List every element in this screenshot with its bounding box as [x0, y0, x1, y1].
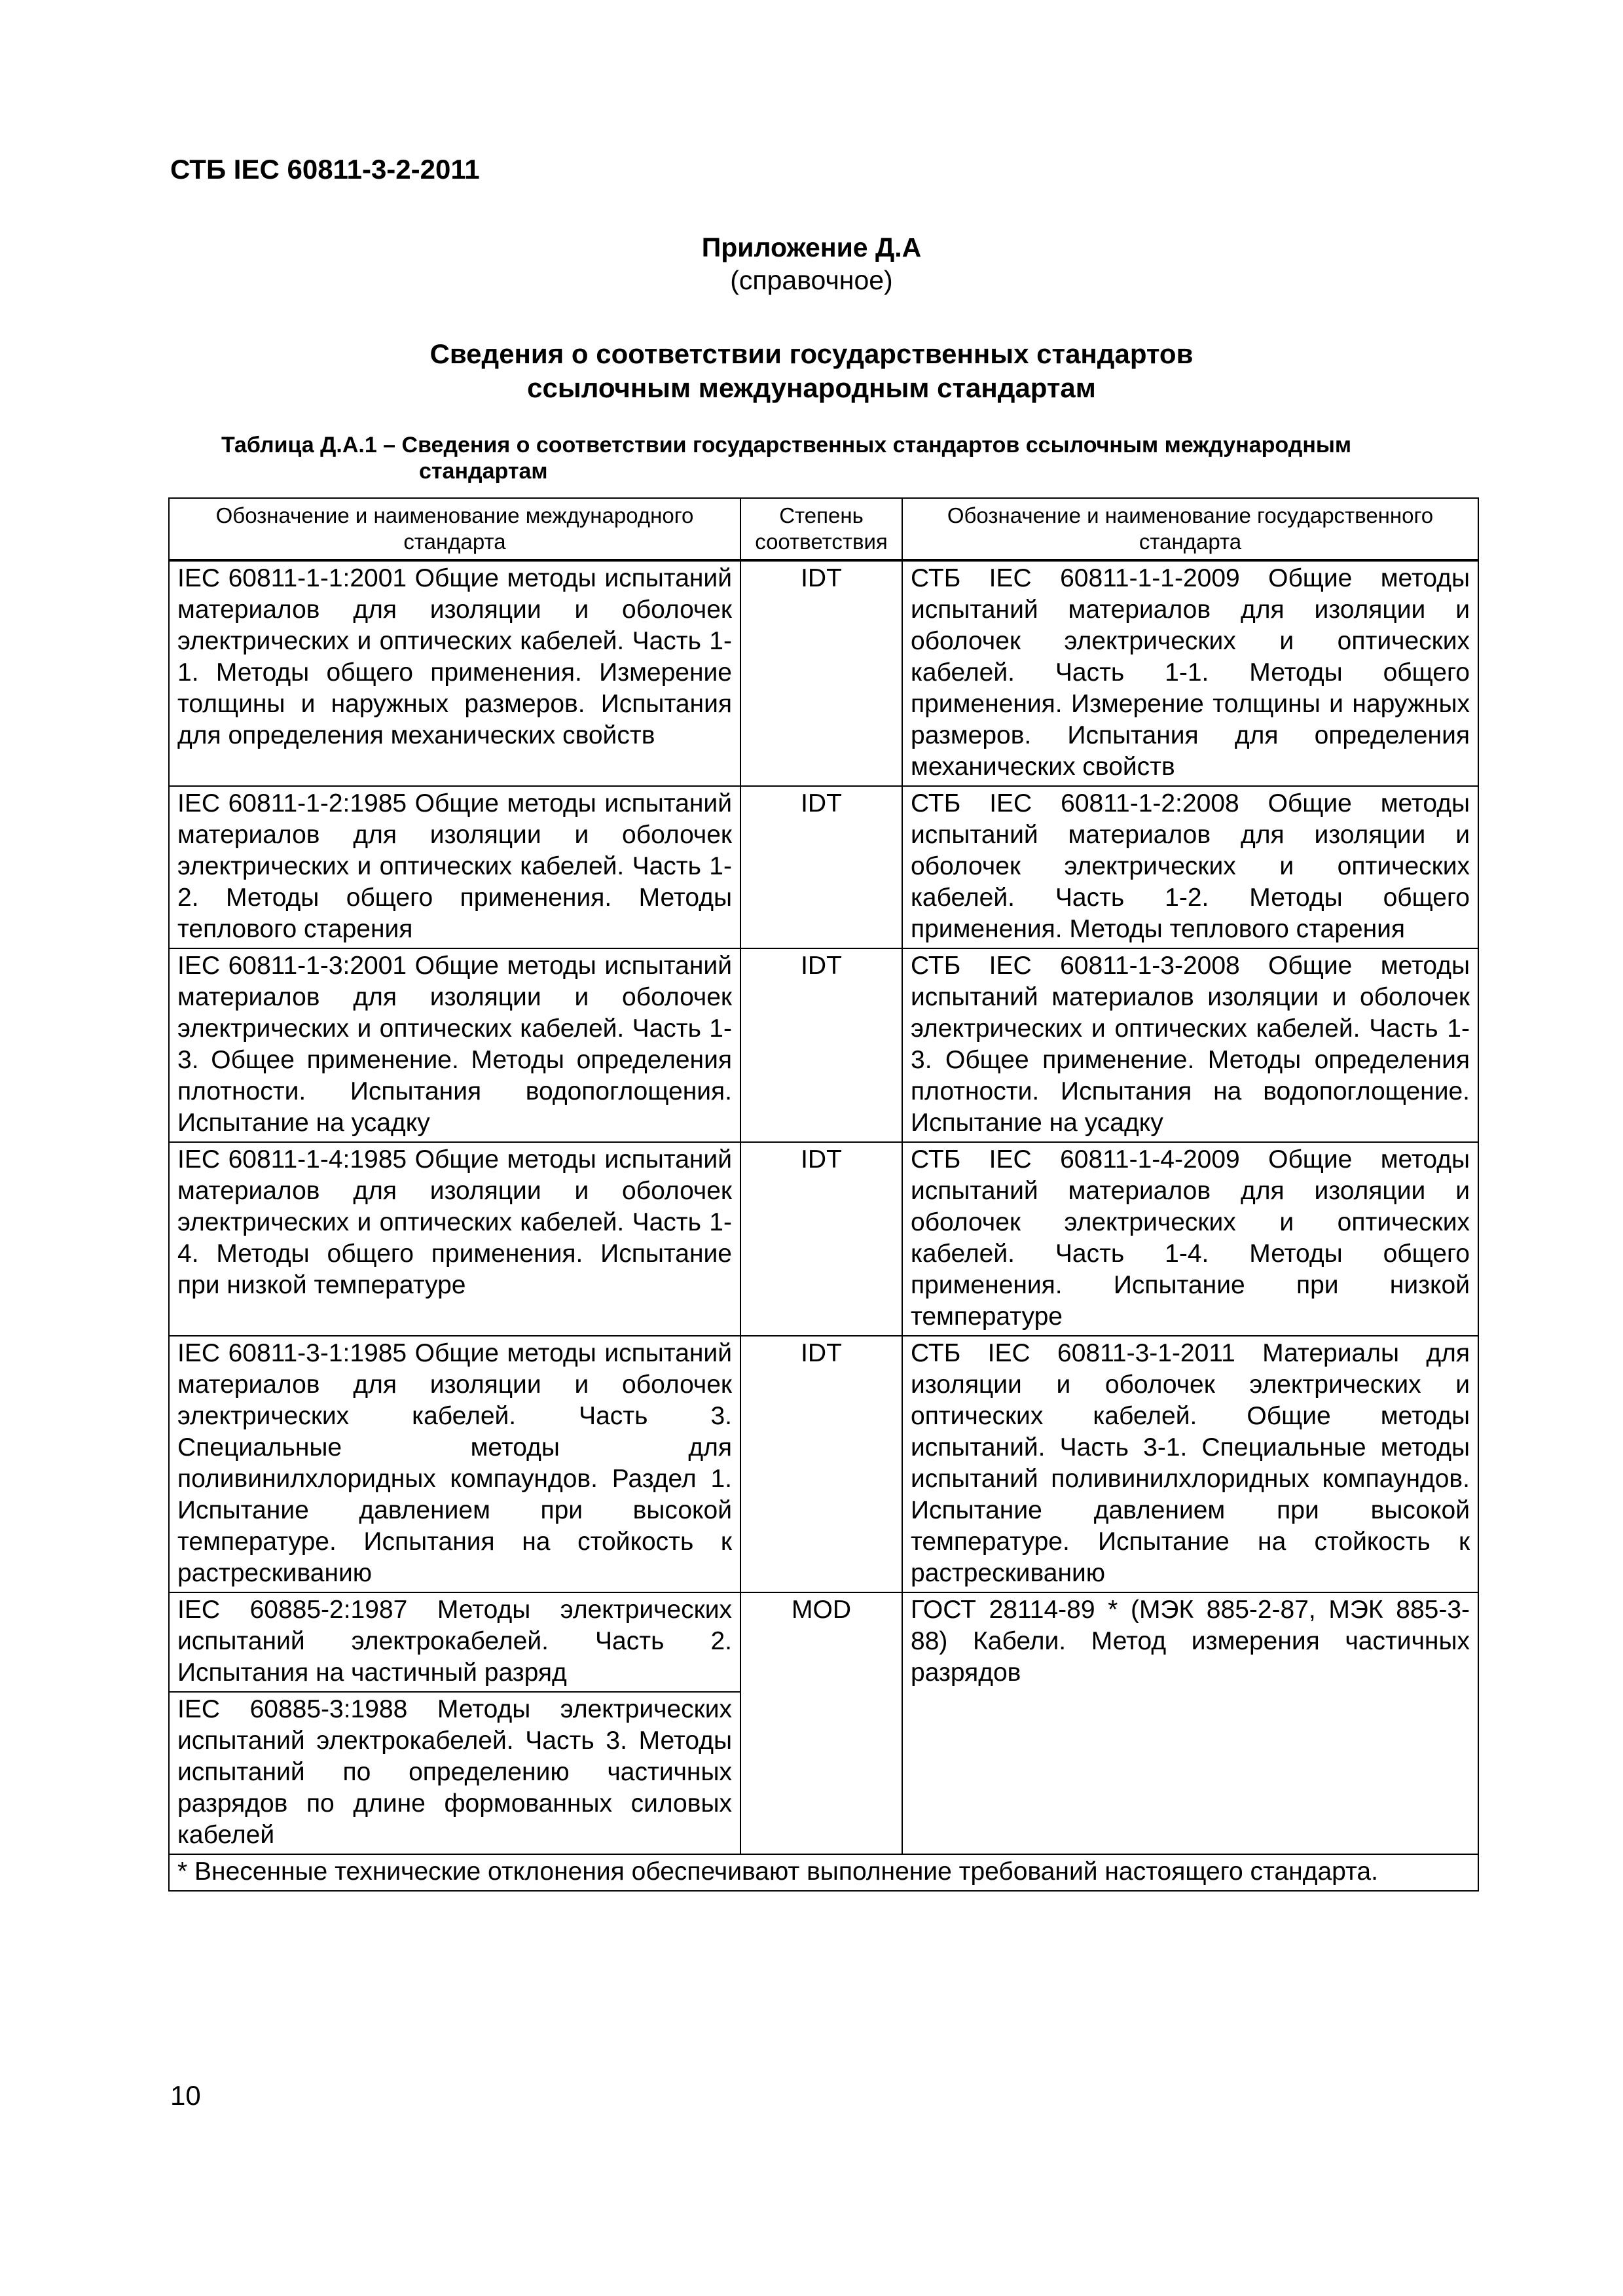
- national-standard-cell: СТБ IEC 60811-1-2:2008 Общие методы испытаний материалов для изоляции и оболочек электрических и оптических кабелей. Часть 1-2. Методы общего применения. Методы теплового старения: [902, 786, 1478, 948]
- header-degree-of-correspondence: Степень соответствия: [740, 498, 902, 560]
- national-standard-cell: СТБ IEC 60811-1-1-2009 Общие методы испытаний материалов для изоляции и оболочек электрических и оптических кабелей. Часть 1-1. Методы общего применения. Измерение толщины и наружных размеров. Испытания для определения механических свойств: [902, 560, 1478, 786]
- annex-heading-line-2: ссылочным международным стандартам: [527, 372, 1096, 403]
- table-row: [169, 560, 1478, 786]
- international-standard-cell: IEC 60885-3:1988 Методы электрических испытаний электрокабелей. Часть 3. Методы испытаний по определению частичных разрядов по длине формованных силовых кабелей: [169, 1692, 740, 1854]
- annex-subtitle: (справочное): [730, 265, 893, 295]
- national-standard-cell: СТБ IEC 60811-1-3-2008 Общие методы испытаний материалов изоляции и оболочек электрических и оптических кабелей. Часть 1-3. Общее применение. Методы определения плотности. Испытания на водопоглощение. Испытание на усадку: [902, 948, 1478, 1142]
- international-standard-cell: IEC 60811-1-1:2001 Общие методы испытаний материалов для изоляции и оболочек электрических и оптических кабелей. Часть 1-1. Методы общего применения. Измерение толщины и наружных размеров. Испытания для определения механических свойств: [169, 560, 740, 786]
- international-standard-cell: IEC 60811-1-4:1985 Общие методы испытаний материалов для изоляции и оболочек электрических и оптических кабелей. Часть 1-4. Методы общего применения. Испытание при низкой температуре: [169, 1142, 740, 1336]
- international-standard-cell: IEC 60885-2:1987 Методы электрических испытаний электрокабелей. Часть 2. Испытания на частичный разряд: [169, 1592, 740, 1692]
- annex-title: Приложение Д.А: [701, 232, 922, 262]
- header-national-standard: Обозначение и наименование государственного стандарта: [902, 498, 1478, 560]
- annex-heading-line-1: Сведения о соответствии государственных стандартов: [429, 338, 1194, 369]
- national-standard-cell: СТБ IEC 60811-3-1-2011 Материалы для изоляции и оболочек электрических и оптических кабелей. Общие методы испытаний. Часть 3-1. Специальные методы испытаний поливинилхлоридных компаундов. Испытание давлением при высокой температуре. Испытание на стойкость к растрескиванию: [902, 1336, 1478, 1592]
- table-header-row: [169, 498, 1478, 560]
- table-caption-line-2: стандартам: [419, 459, 548, 484]
- degree-cell: MOD: [740, 1592, 902, 1854]
- table-caption: [221, 432, 1478, 484]
- degree-cell: IDT: [740, 1142, 902, 1336]
- national-standard-cell: ГОСТ 28114-89 * (МЭК 885-2-87, МЭК 885-3-88) Кабели. Метод измерения частичных разрядов: [902, 1592, 1478, 1854]
- international-standard-cell: IEC 60811-1-2:1985 Общие методы испытаний материалов для изоляции и оболочек электрических и оптических кабелей. Часть 1-2. Методы общего применения. Методы теплового старения: [169, 786, 740, 948]
- degree-cell: IDT: [740, 948, 902, 1142]
- table-row: [169, 786, 1478, 948]
- national-standard-cell: СТБ IEC 60811-1-4-2009 Общие методы испытаний материалов для изоляции и оболочек электрических и оптических кабелей. Часть 1-4. Методы общего применения. Испытание при низкой температуре: [902, 1142, 1478, 1336]
- international-standard-cell: IEC 60811-3-1:1985 Общие методы испытаний материалов для изоляции и оболочек электрических кабелей. Часть 3. Специальные методы для поливинилхлоридных компаундов. Раздел 1. Испытание давлением при высокой температуре. Испытания на стойкость к растрескиванию: [169, 1336, 740, 1592]
- page-number: 10: [170, 2080, 201, 2111]
- document-code: СТБ IEC 60811-3-2-2011: [170, 154, 480, 185]
- correspondence-table: [168, 497, 1479, 1892]
- international-standard-cell: IEC 60811-1-3:2001 Общие методы испытаний материалов для изоляции и оболочек электрических и оптических кабелей. Часть 1-3. Общее применение. Методы определения плотности. Испытания водопоглощения. Испытание на усадку: [169, 948, 740, 1142]
- table-row: [169, 1336, 1478, 1592]
- table-caption-line-1: Таблица Д.А.1 – Сведения о соответствии государственных стандартов ссылочным международным: [221, 433, 1352, 457]
- degree-cell: IDT: [740, 786, 902, 948]
- table-row: [169, 1142, 1478, 1336]
- table-row: [169, 948, 1478, 1142]
- annex-heading: [0, 337, 1623, 405]
- table-footnote: * Внесенные технические отклонения обеспечивают выполнение требований настоящего стандарта.: [169, 1854, 1478, 1891]
- table-row: [169, 1592, 1478, 1692]
- degree-cell: IDT: [740, 1336, 902, 1592]
- degree-cell: IDT: [740, 560, 902, 786]
- header-international-standard: Обозначение и наименование международного стандарта: [169, 498, 740, 560]
- table-footnote-row: [169, 1854, 1478, 1891]
